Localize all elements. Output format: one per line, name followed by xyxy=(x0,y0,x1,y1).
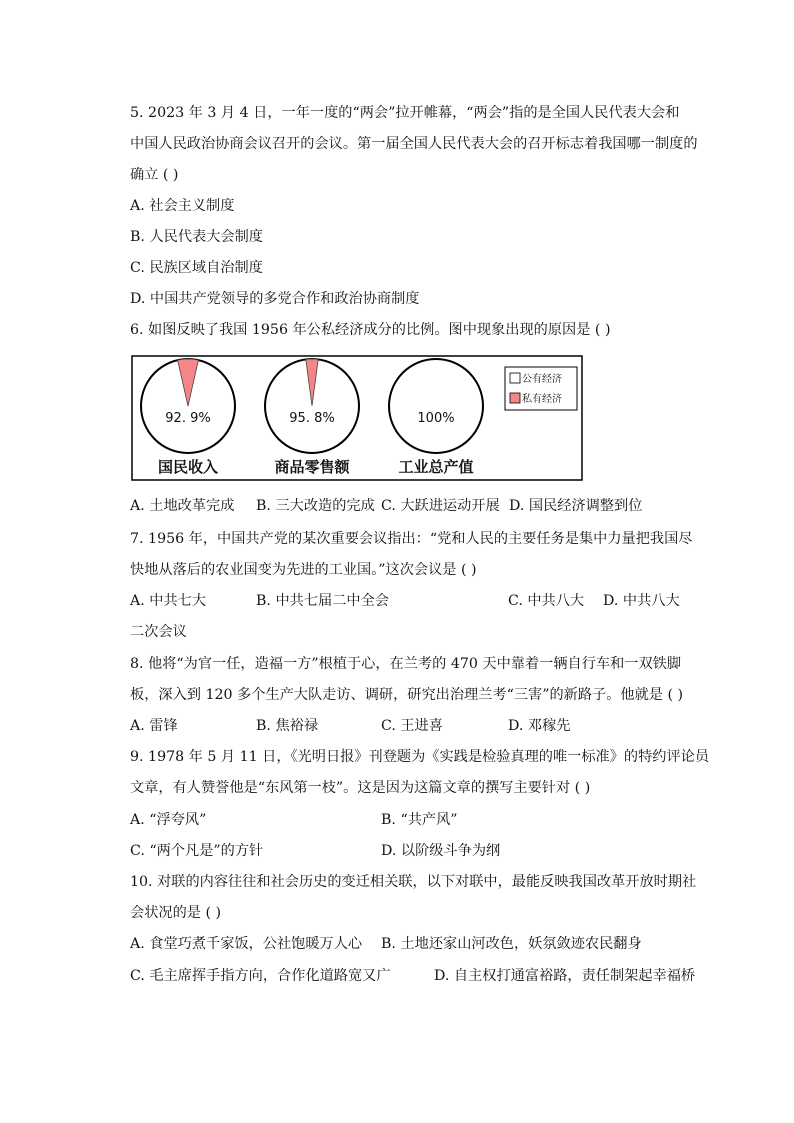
pie-chart-figure xyxy=(131,355,583,481)
q10-option-a: A. 食堂巧煮千家饭，公社饱暖万人心 xyxy=(130,936,363,952)
pie-chart-svg xyxy=(131,355,583,481)
q5-option-a: A. 社会主义制度 xyxy=(130,198,235,214)
q10-stem-line1: 10. 对联的内容往往和社会历史的变迁相关联，以下对联中，最能反映我国改革开放时期社 xyxy=(130,874,697,890)
q9-stem-line2: 文章，有人赞誉他是“东风第一枝”。这是因为这篇文章的撰写主要针对 ( ) xyxy=(130,780,591,796)
q10-stem-line2: 会状况的是 ( ) xyxy=(130,905,222,921)
pie-value-label-3: 100% xyxy=(417,411,455,426)
legend-label-private: 私有经济 xyxy=(522,394,562,405)
q5-option-d: D. 中国共产党领导的多党合作和政治协商制度 xyxy=(130,291,420,307)
q8-option-d: D. 邓稼先 xyxy=(508,718,571,734)
pie-value-label-1: 92. 9% xyxy=(165,411,211,426)
pie-category-label-3: 工业总产值 xyxy=(398,458,474,476)
q8-stem-line2: 板，深入到 120 多个生产大队走访、调研，研究出治理兰考“三害”的新路子。他就是 ( ) xyxy=(130,687,684,703)
pie-category-label-2: 商品零售额 xyxy=(274,458,350,476)
q5-stem-line3: 确立 ( ) xyxy=(130,167,179,183)
legend xyxy=(505,367,577,410)
q5-stem-line1: 5. 2023 年 3 月 4 日，一年一度的“两会”拉开帷幕，“两会”指的是全国人民代表大会和 xyxy=(130,105,680,121)
legend-swatch-public xyxy=(510,373,520,383)
q5-option-c: C. 民族区域自治制度 xyxy=(130,260,263,276)
q9-option-b: B. “共产风” xyxy=(381,812,458,828)
q10-option-c: C. 毛主席挥手指方向，合作化道路宽又广 xyxy=(130,968,391,984)
q7-option-c: C. 中共八大 xyxy=(508,593,585,609)
q9-stem-line1: 9. 1978 年 5 月 11 日，《光明日报》刊登题为《实践是检验真理的唯一标准》的特约评论员 xyxy=(130,749,710,765)
q6-option-c: C. 大跃进运动开展 xyxy=(381,498,500,514)
legend-swatch-private xyxy=(510,393,520,403)
legend-label-public: 公有经济 xyxy=(522,374,562,385)
q6-option-b: B. 三大改造的完成 xyxy=(256,498,375,514)
q6-stem: 6. 如图反映了我国 1956 年公私经济成分的比例。图中现象出现的原因是 ( ) xyxy=(130,322,611,338)
q7-stem-line2: 快地从落后的农业国变为先进的工业国。”这次会议是 ( ) xyxy=(130,562,477,578)
q9-option-a: A. “浮夸风” xyxy=(130,812,207,828)
q7-option-b: B. 中共七届二中全会 xyxy=(256,593,389,609)
pie-category-label-1: 国民收入 xyxy=(157,458,219,476)
q5-stem-line2: 中国人民政治协商会议召开的会议。第一届全国人民代表大会的召开标志着我国哪一制度的 xyxy=(130,136,698,152)
q8-option-a: A. 雷锋 xyxy=(130,718,178,734)
q7-option-d: D. 中共八大 xyxy=(603,593,680,609)
q6-option-d: D. 国民经济调整到位 xyxy=(509,498,643,514)
q10-option-d: D. 自主权打通富裕路，责任制架起幸福桥 xyxy=(434,968,696,984)
q7-stem-line1: 7. 1956 年，中国共产党的某次重要会议指出：“党和人民的主要任务是集中力量把我国尽 xyxy=(130,531,693,547)
pie-public-slice-3 xyxy=(389,359,483,453)
q9-option-c: C. “两个凡是”的方针 xyxy=(130,843,264,859)
q10-option-b: B. 土地还家山河改色，妖氛敛迹农民翻身 xyxy=(381,936,642,952)
q9-option-d: D. 以阶级斗争为纲 xyxy=(381,843,501,859)
pie-value-label-2: 95. 8% xyxy=(289,411,335,426)
q7-option-a: A. 中共七大 xyxy=(130,593,207,609)
q6-option-a: A. 土地改革完成 xyxy=(130,498,235,514)
q7-option-d-continued: 二次会议 xyxy=(130,624,187,640)
q8-option-c: C. 王进喜 xyxy=(381,718,443,734)
q8-option-b: B. 焦裕禄 xyxy=(256,718,319,734)
q8-stem-line1: 8. 他将“为官一任，造福一方”根植于心，在兰考的 470 天中靠着一辆自行车和一双铁脚 xyxy=(130,656,682,672)
q5-option-b: B. 人民代表大会制度 xyxy=(130,229,263,245)
